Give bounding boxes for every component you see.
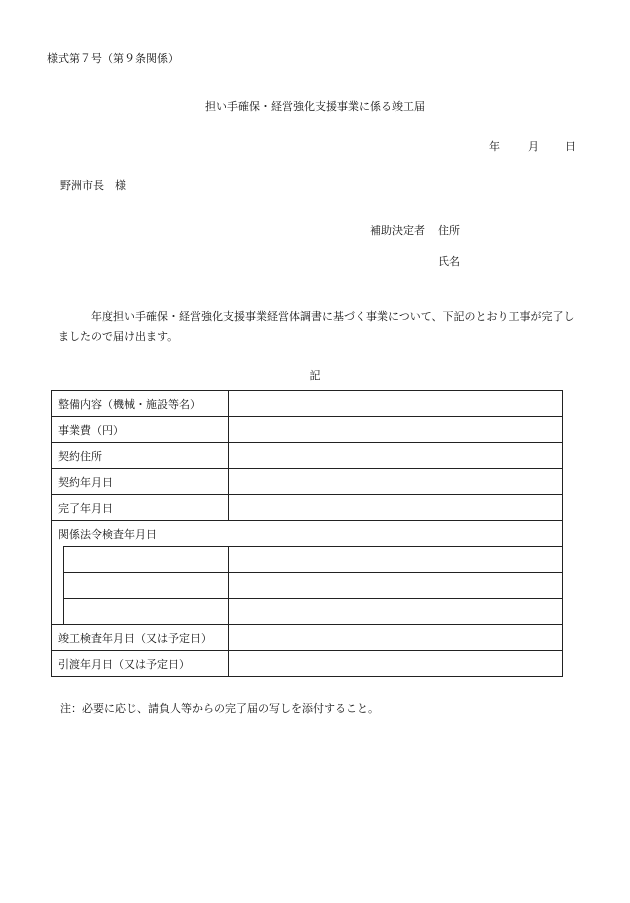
- sub-row: [52, 573, 563, 599]
- row-value-cell[interactable]: [229, 469, 563, 495]
- detail-table: [51, 390, 563, 677]
- indent-cell: [52, 547, 64, 573]
- table-row: [52, 651, 563, 677]
- date-line: [489, 138, 576, 154]
- row-label: 引渡年月日（又は予定日）: [52, 651, 229, 677]
- row-label: 完了年月日: [52, 495, 229, 521]
- sub-label-cell[interactable]: [64, 573, 229, 599]
- name-label: 氏名: [438, 255, 460, 268]
- addressee: 野洲市長 様: [60, 179, 126, 192]
- row-label: 竣工検査年月日（又は予定日）: [52, 625, 229, 651]
- indent-cell: [52, 573, 64, 599]
- date-day: 日: [565, 140, 576, 153]
- row-label: 関係法令検査年月日: [52, 521, 563, 547]
- date-year: 年: [489, 140, 500, 153]
- table-row: [52, 391, 563, 417]
- table-row: [52, 495, 563, 521]
- table-row: [52, 443, 563, 469]
- row-value-cell[interactable]: [229, 443, 563, 469]
- sub-row: [52, 547, 563, 573]
- footnote: 注：必要に応じ、請負人等からの完了届の写しを添付すること。: [60, 702, 379, 715]
- row-value-cell[interactable]: [229, 417, 563, 443]
- table-row: [52, 417, 563, 443]
- sub-value-cell[interactable]: [229, 599, 563, 625]
- body-text: 年度担い手確保・経営強化支援事業経営体調書に基づく事業について、下記のとおり工事が完了しましたので届け出ます。: [58, 310, 575, 343]
- sub-label-cell[interactable]: [64, 599, 229, 625]
- indent-cell: [52, 599, 64, 625]
- sub-row: [52, 599, 563, 625]
- date-month: 月: [528, 140, 539, 153]
- table-row: [52, 625, 563, 651]
- row-label: 契約住所: [52, 443, 229, 469]
- form-number: 様式第７号（第９条関係）: [47, 52, 179, 65]
- table-row: [52, 469, 563, 495]
- row-value-cell[interactable]: [229, 625, 563, 651]
- row-value-cell[interactable]: [229, 391, 563, 417]
- table-row: [52, 521, 563, 547]
- row-label: 整備内容（機械・施設等名）: [52, 391, 229, 417]
- applicant-role-label: 補助決定者: [370, 224, 425, 237]
- row-value-cell[interactable]: [229, 495, 563, 521]
- ki-heading: 記: [309, 369, 321, 382]
- sub-value-cell[interactable]: [229, 547, 563, 573]
- sub-value-cell[interactable]: [229, 573, 563, 599]
- row-label: 事業費（円）: [52, 417, 229, 443]
- document-title: 担い手確保・経営強化支援事業に係る竣工届: [205, 100, 425, 113]
- address-label: 住所: [438, 224, 460, 237]
- row-label: 契約年月日: [52, 469, 229, 495]
- sub-label-cell[interactable]: [64, 547, 229, 573]
- row-value-cell[interactable]: [229, 651, 563, 677]
